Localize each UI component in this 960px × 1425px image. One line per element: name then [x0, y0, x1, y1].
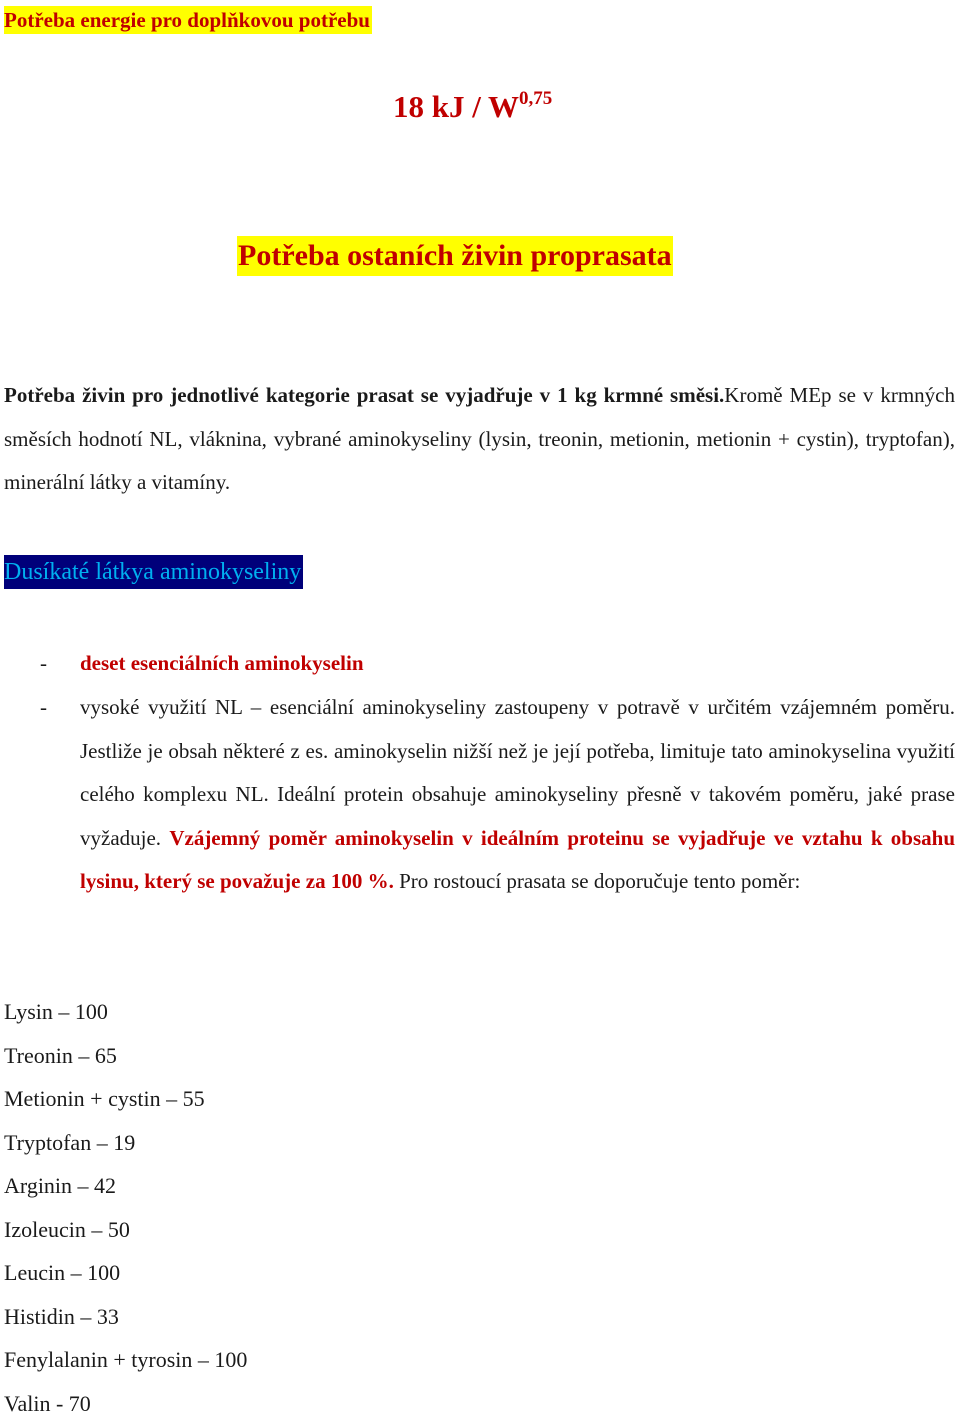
heading-energy-requirement: Potřeba energie pro doplňkovou potřebu — [4, 6, 372, 34]
list-item: Valin - 70 — [4, 1382, 247, 1425]
list-item: Leucin – 100 — [4, 1251, 247, 1295]
bullet-dash: - — [40, 686, 47, 730]
list-item: Fenylalanin + tyrosin – 100 — [4, 1338, 247, 1382]
bullet-protein-utilization — [80, 686, 955, 904]
amino-acid-ratio-list — [4, 990, 247, 1425]
bullet-2-ending: Pro rostoucí prasata se doporučuje tento poměr: — [399, 869, 800, 893]
list-item: Metionin + cystin – 55 — [4, 1077, 247, 1121]
bullet-2-text: vysoké využití NL – esenciální aminokyseliny zastoupeny v potravě v určitém vzájemném poměru. Jestliže je obsah některé z es. aminokyselin nižší než je její potřeba, limituje tato aminokyselina využití celého komplexu NL. Ideální protein obsahuje aminokyseliny přesně v takovém poměru, jaké prase vyžaduje. — [80, 695, 955, 850]
intro-text: Kromě MEp se v krmných směsích hodnotí NL, vláknina, vybrané aminokyseliny (lysin, treonin, metionin, metionin + cystin), tryptofan), minerální látky a vitamíny. — [4, 383, 955, 494]
bullet-dash: - — [40, 642, 47, 686]
list-item: Lysin – 100 — [4, 990, 247, 1034]
heading-other-nutrients: Potřeba ostaních živin proprasata — [237, 236, 673, 276]
formula-base: 18 kJ / W — [393, 89, 519, 124]
list-item: Arginin – 42 — [4, 1164, 247, 1208]
list-item: Tryptofan – 19 — [4, 1121, 247, 1165]
formula-exponent: 0,75 — [519, 88, 552, 109]
list-item: Izoleucin – 50 — [4, 1208, 247, 1252]
intro-bold-text: Potřeba živin pro jednotlivé kategorie prasat se vyjadřuje v 1 kg krmné směsi. — [4, 383, 724, 407]
list-item: Histidin – 33 — [4, 1295, 247, 1339]
intro-paragraph — [4, 374, 955, 505]
bullet-2-emphasis: Vzájemný poměr aminokyselin v ideálním proteinu se vyjadřuje ve vztahu k obsahu lysinu, který se považuje za 100 %. — [80, 826, 955, 894]
energy-formula — [393, 88, 552, 125]
list-item: Treonin – 65 — [4, 1034, 247, 1078]
bullet-essential-amino-acids: deset esenciálních aminokyselin — [80, 642, 955, 686]
heading-nitrogen-substances: Dusíkaté látkya aminokyseliny — [4, 555, 303, 589]
